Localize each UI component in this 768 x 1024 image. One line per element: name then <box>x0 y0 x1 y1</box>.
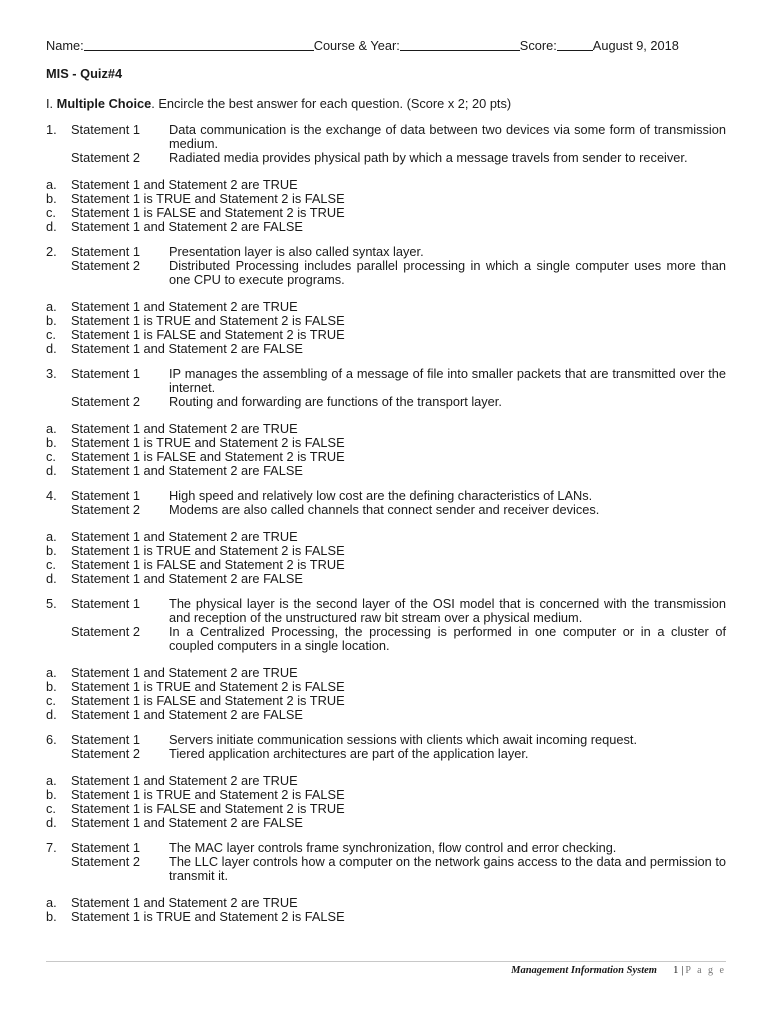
choice-letter: a. <box>46 529 57 544</box>
page-footer <box>46 961 726 976</box>
choice-option <box>46 816 726 830</box>
choice-letter: d. <box>46 463 57 478</box>
question-number: 3. <box>46 366 57 381</box>
choice-option <box>46 544 726 558</box>
choice-letter: b. <box>46 909 57 924</box>
choice-text: Statement 1 and Statement 2 are TRUE <box>71 177 298 192</box>
statement-label: Statement 2 <box>71 394 141 409</box>
choice-option <box>46 422 726 436</box>
instructions-heading: Multiple Choice <box>56 96 152 111</box>
choice-text: Statement 1 and Statement 2 are FALSE <box>71 571 303 586</box>
question <box>46 489 726 586</box>
choice-letter: d. <box>46 571 57 586</box>
question-list <box>46 123 726 924</box>
choice-letter: d. <box>46 707 57 722</box>
choice-text: Statement 1 is TRUE and Statement 2 is FALSE <box>71 435 345 450</box>
instructions <box>46 96 726 112</box>
choice-letter: a. <box>46 421 57 436</box>
statement-label: Statement 2 <box>71 150 141 165</box>
choice-text: Statement 1 is FALSE and Statement 2 is TRUE <box>71 557 345 572</box>
choice-text: Statement 1 and Statement 2 are FALSE <box>71 341 303 356</box>
question-number <box>46 395 71 409</box>
statement-text: The MAC layer controls frame synchronization, flow control and error checking. <box>169 840 617 855</box>
question <box>46 123 726 234</box>
choice-text: Statement 1 and Statement 2 are TRUE <box>71 665 298 680</box>
choice-option <box>46 450 726 464</box>
name-label: Name: <box>46 38 84 53</box>
question-number <box>46 151 71 165</box>
statement-row <box>46 395 726 409</box>
choice-text: Statement 1 is FALSE and Statement 2 is TRUE <box>71 801 345 816</box>
statement-row <box>46 367 726 395</box>
choice-text: Statement 1 is TRUE and Statement 2 is FALSE <box>71 191 345 206</box>
choice-list <box>46 666 726 722</box>
choice-text: Statement 1 is TRUE and Statement 2 is FALSE <box>71 313 345 328</box>
choice-letter: d. <box>46 341 57 356</box>
statement-row <box>46 855 726 883</box>
choice-list <box>46 774 726 830</box>
question-number <box>46 747 71 761</box>
choice-option <box>46 530 726 544</box>
choice-text: Statement 1 and Statement 2 are TRUE <box>71 773 298 788</box>
question <box>46 733 726 830</box>
question-number <box>46 503 71 517</box>
choice-letter: b. <box>46 787 57 802</box>
choice-letter: a. <box>46 299 57 314</box>
choice-option <box>46 558 726 572</box>
statement-row <box>46 489 726 503</box>
question <box>46 367 726 478</box>
choice-option <box>46 220 726 234</box>
choice-letter: c. <box>46 449 56 464</box>
header-line <box>46 38 726 54</box>
choice-option <box>46 666 726 680</box>
choice-option <box>46 788 726 802</box>
choice-list <box>46 178 726 234</box>
statement-label: Statement 1 <box>71 488 141 503</box>
instructions-prefix: I. <box>46 96 57 111</box>
choice-option <box>46 694 726 708</box>
choice-option <box>46 436 726 450</box>
choice-text: Statement 1 and Statement 2 are TRUE <box>71 299 298 314</box>
choice-option <box>46 680 726 694</box>
choice-text: Statement 1 and Statement 2 are FALSE <box>71 463 303 478</box>
choice-option <box>46 910 726 924</box>
choice-option <box>46 572 726 586</box>
statement-text: Radiated media provides physical path by which a message travels from sender to receiver. <box>169 150 688 165</box>
question-number <box>46 625 71 653</box>
choice-text: Statement 1 and Statement 2 are TRUE <box>71 529 298 544</box>
choice-letter: a. <box>46 177 57 192</box>
question <box>46 597 726 722</box>
statement-label: Statement 2 <box>71 258 141 273</box>
statement-text: Routing and forwarding are functions of the transport layer. <box>169 394 502 409</box>
choice-text: Statement 1 is FALSE and Statement 2 is TRUE <box>71 327 345 342</box>
choice-letter: c. <box>46 327 56 342</box>
name-blank <box>84 38 314 51</box>
choice-option <box>46 464 726 478</box>
instructions-text: . Encircle the best answer for each question. (Score x 2; 20 pts) <box>151 96 512 111</box>
choice-text: Statement 1 is FALSE and Statement 2 is TRUE <box>71 449 345 464</box>
course-year-label: Course & Year: <box>313 38 400 53</box>
choice-text: Statement 1 is FALSE and Statement 2 is TRUE <box>71 205 345 220</box>
statement-row <box>46 733 726 747</box>
choice-letter: d. <box>46 219 57 234</box>
quiz-title: MIS - Quiz#4 <box>46 66 123 81</box>
question-number <box>46 855 71 883</box>
question-number: 5. <box>46 596 57 611</box>
choice-letter: a. <box>46 895 57 910</box>
course-year-blank <box>400 38 520 51</box>
statement-label: Statement 1 <box>71 840 141 855</box>
statement-text: Data communication is the exchange of data between two devices via some form of transmission medium. <box>169 122 726 151</box>
choice-option <box>46 896 726 910</box>
choice-list <box>46 422 726 478</box>
statement-row <box>46 841 726 855</box>
statement-text: The LLC layer controls how a computer on the network gains access to the data and permission to transmit it. <box>169 854 726 883</box>
choice-text: Statement 1 is TRUE and Statement 2 is FALSE <box>71 787 345 802</box>
statement-label: Statement 2 <box>71 854 141 869</box>
statement-row <box>46 259 726 287</box>
statement-label: Statement 1 <box>71 732 141 747</box>
choice-text: Statement 1 is TRUE and Statement 2 is FALSE <box>71 679 345 694</box>
choice-letter: c. <box>46 205 56 220</box>
choice-letter: b. <box>46 191 57 206</box>
statement-row <box>46 503 726 517</box>
statement-label: Statement 1 <box>71 366 141 381</box>
choice-letter: c. <box>46 801 56 816</box>
question <box>46 841 726 924</box>
question-number <box>46 259 71 287</box>
statement-text: Distributed Processing includes parallel processing in which a single computer uses more than one CPU to execute programs. <box>169 258 726 287</box>
statement-text: High speed and relatively low cost are the defining characteristics of LANs. <box>169 488 593 503</box>
question-number: 4. <box>46 488 57 503</box>
statement-label: Statement 2 <box>71 746 141 761</box>
question-number: 1. <box>46 122 57 137</box>
question-number: 6. <box>46 732 57 747</box>
score-blank <box>557 38 593 51</box>
question-number: 2. <box>46 244 57 259</box>
question <box>46 245 726 356</box>
score-label: Score: <box>519 38 557 53</box>
statement-row <box>46 151 726 165</box>
statement-text: Servers initiate communication sessions with clients which await incoming request. <box>169 732 637 747</box>
statement-label: Statement 1 <box>71 596 141 611</box>
quiz-page <box>46 38 726 924</box>
statement-label: Statement 1 <box>71 244 141 259</box>
choice-text: Statement 1 and Statement 2 are FALSE <box>71 707 303 722</box>
choice-letter: d. <box>46 815 57 830</box>
statement-text: In a Centralized Processing, the processing is performed in one computer or in a cluster of coupled computers in a single location. <box>169 624 726 653</box>
choice-option <box>46 328 726 342</box>
statement-row <box>46 625 726 653</box>
choice-option <box>46 708 726 722</box>
choice-letter: a. <box>46 665 57 680</box>
choice-text: Statement 1 and Statement 2 are TRUE <box>71 421 298 436</box>
statement-text: IP manages the assembling of a message of file into smaller packets that are transmitted over the internet. <box>169 366 726 395</box>
choice-list <box>46 300 726 356</box>
footer-title: Management Information System <box>511 964 657 976</box>
choice-letter: c. <box>46 557 56 572</box>
choice-letter: b. <box>46 679 57 694</box>
statement-text: Modems are also called channels that connect sender and receiver devices. <box>169 502 600 517</box>
choice-text: Statement 1 is TRUE and Statement 2 is FALSE <box>71 909 345 924</box>
statement-text: The physical layer is the second layer of the OSI model that is concerned with the transmission and reception of the unstructured raw bit stream over a physical medium. <box>169 596 726 625</box>
choice-letter: b. <box>46 435 57 450</box>
statement-row <box>46 123 726 151</box>
choice-text: Statement 1 and Statement 2 are FALSE <box>71 219 303 234</box>
statement-row <box>46 597 726 625</box>
choice-option <box>46 178 726 192</box>
choice-option <box>46 342 726 356</box>
statement-row <box>46 747 726 761</box>
choice-letter: a. <box>46 773 57 788</box>
footer-page-number: 1 | <box>672 964 684 976</box>
statement-label: Statement 2 <box>71 624 141 639</box>
statement-text: Tiered application architectures are part of the application layer. <box>169 746 529 761</box>
choice-option <box>46 300 726 314</box>
choice-text: Statement 1 is FALSE and Statement 2 is TRUE <box>71 693 345 708</box>
choice-letter: b. <box>46 313 57 328</box>
choice-text: Statement 1 is TRUE and Statement 2 is FALSE <box>71 543 345 558</box>
choice-list <box>46 530 726 586</box>
choice-text: Statement 1 and Statement 2 are TRUE <box>71 895 298 910</box>
choice-letter: c. <box>46 693 56 708</box>
choice-option <box>46 774 726 788</box>
choice-option <box>46 314 726 328</box>
quiz-date: August 9, 2018 <box>592 38 679 53</box>
footer-page-word: P a g e <box>685 964 726 976</box>
choice-text: Statement 1 and Statement 2 are FALSE <box>71 815 303 830</box>
statement-label: Statement 2 <box>71 502 141 517</box>
choice-option <box>46 206 726 220</box>
statement-text: Presentation layer is also called syntax layer. <box>169 244 424 259</box>
choice-list <box>46 896 726 924</box>
choice-option <box>46 192 726 206</box>
question-number: 7. <box>46 840 57 855</box>
choice-option <box>46 802 726 816</box>
statement-label: Statement 1 <box>71 122 141 137</box>
statement-row <box>46 245 726 259</box>
choice-letter: b. <box>46 543 57 558</box>
